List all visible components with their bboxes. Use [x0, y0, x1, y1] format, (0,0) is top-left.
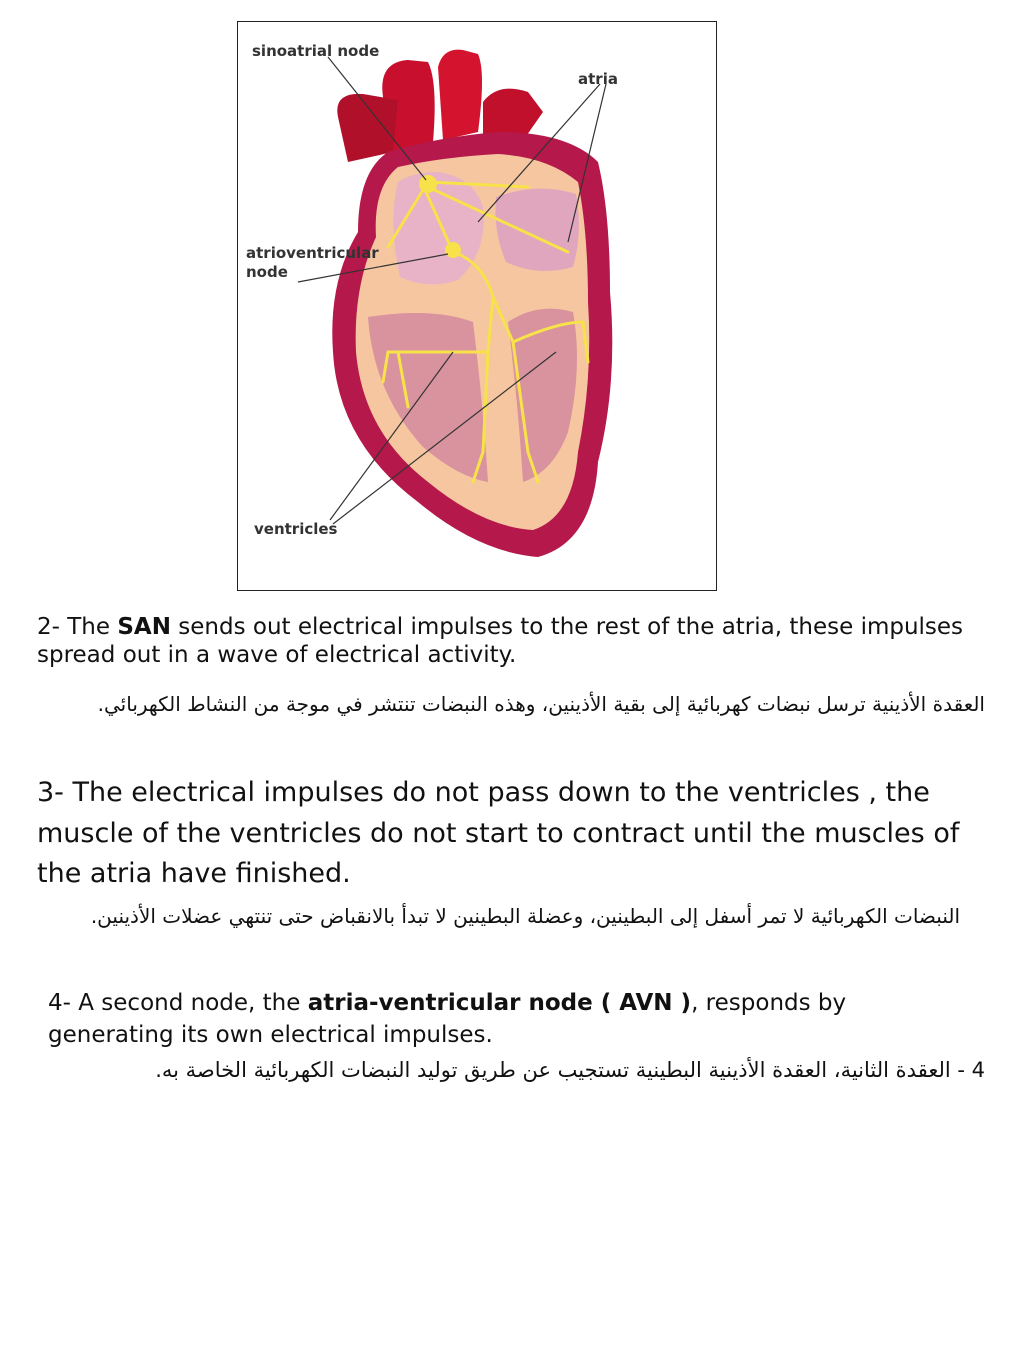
heart-diagram-frame: [237, 21, 717, 591]
section2-english: [37, 614, 967, 669]
section2-suffix: sends out electrical impulses to the rest of the atria, these impulses spread out in a wave of electrical activity.: [37, 614, 964, 668]
label-sinoatrial-node: sinoatrial node: [252, 42, 380, 60]
section4-english: [48, 987, 928, 1051]
section4-arabic: 4 - العقدة الثانية، العقدة الأذينية البطينية تستجيب عن طريق توليد النبضات الكهربائية الخاصة به.: [155, 1058, 985, 1082]
atrioventricular-node-marker: [445, 242, 461, 258]
section4-suffix: , responds by generating its own electrical impulses.: [48, 990, 847, 1049]
section2-arabic: العقدة الأذينية ترسل نبضات كهربائية إلى بقية الأذينين، وهذه النبضات تنتشر في موجة من النشاط الكهربائي.: [97, 692, 985, 716]
label-atrioventricular-line1: atrioventricular: [246, 244, 379, 262]
left-atrium: [495, 189, 578, 271]
section3-english: 3- The electrical impulses do not pass down to the ventricles , the muscle of the ventricles do not start to contract until the muscles of the atria have finished.: [37, 777, 960, 889]
label-atrioventricular-line2: node: [246, 263, 288, 281]
label-atria: atria: [578, 70, 618, 88]
section4-prefix: 4- A second node, the: [48, 990, 308, 1016]
sinoatrial-node-marker: [419, 175, 437, 193]
heart-diagram: [238, 22, 718, 592]
section3-arabic: النبضات الكهربائية لا تمر أسفل إلى البطينين، وعضلة البطينين لا تبدأ بالانقباض حتى تنتهي عضلات الأذينين.: [90, 904, 960, 928]
section4-bold-term: atria-ventricular node ( AVN ): [307, 990, 692, 1016]
section2-prefix: 2- The: [37, 614, 118, 640]
section2-bold-term: SAN: [117, 614, 171, 640]
label-ventricles: ventricles: [254, 520, 338, 538]
